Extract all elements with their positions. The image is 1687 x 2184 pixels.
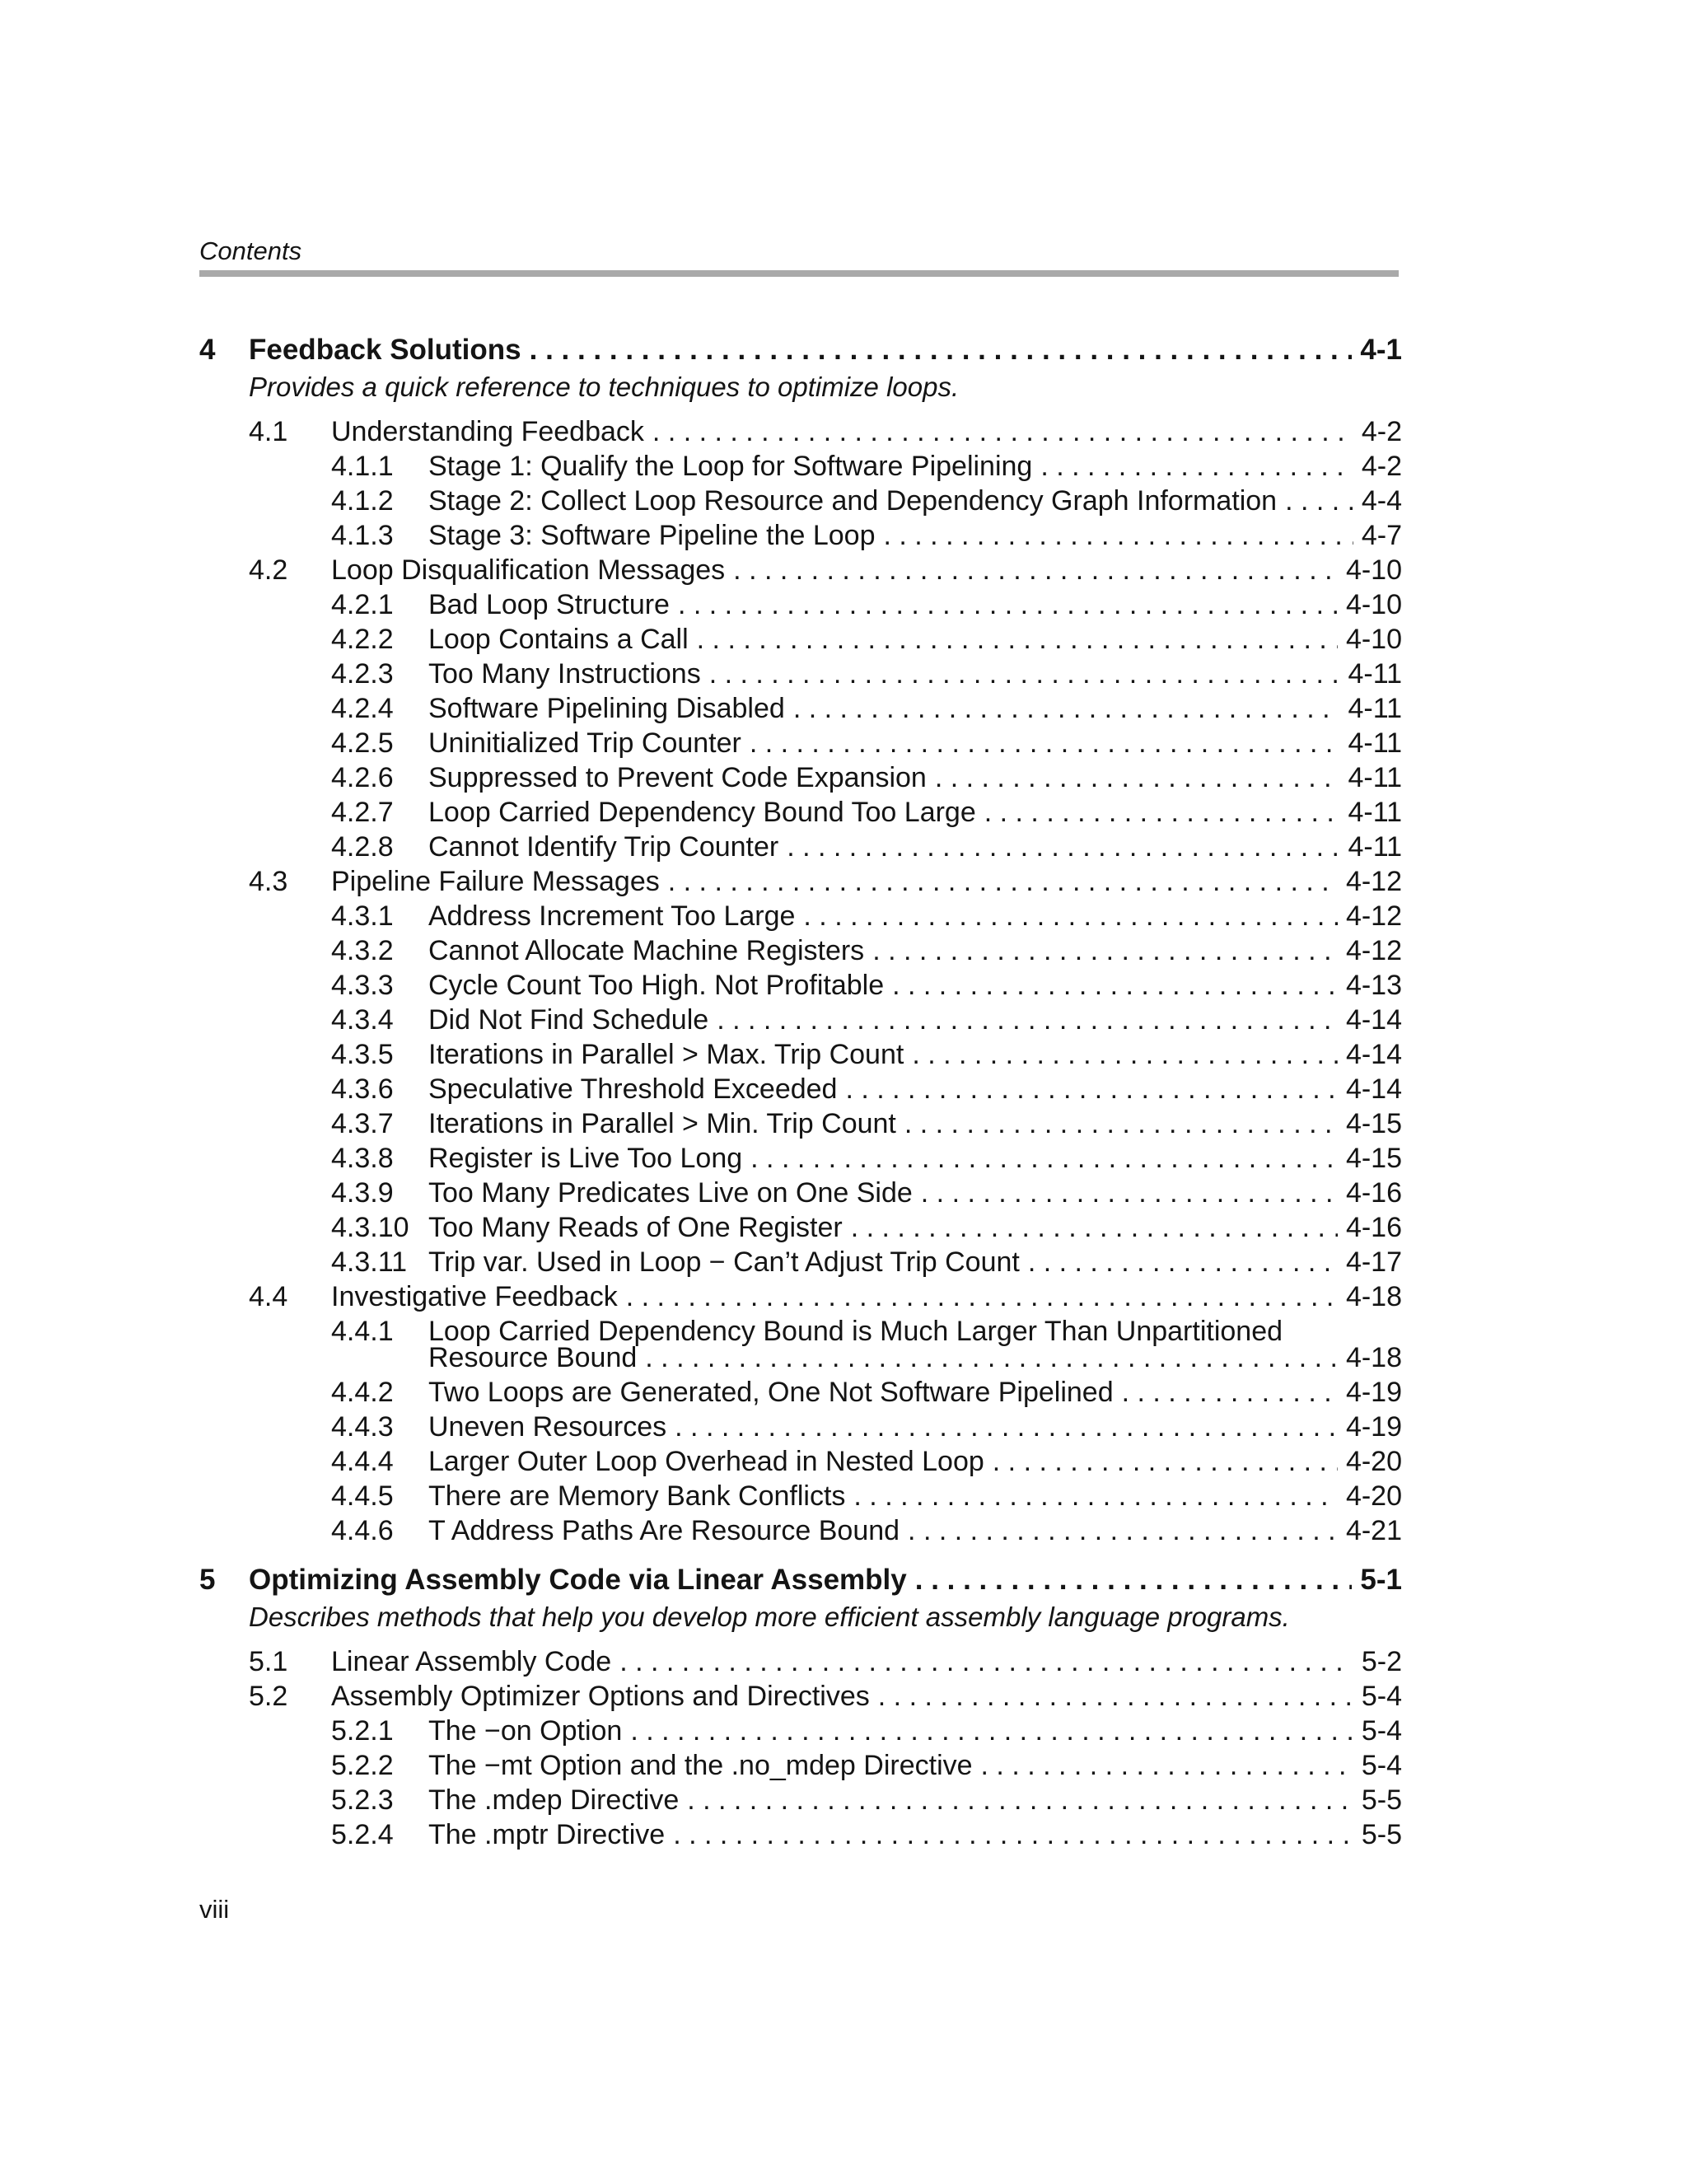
entry-page: 4-12: [1345, 866, 1402, 897]
entry-number: 4.3.8: [331, 1143, 394, 1174]
entry-number: 4.3.10: [331, 1212, 409, 1243]
dot-leader: [793, 693, 1340, 725]
entry-page: 4-16: [1345, 1212, 1402, 1243]
entry-title: Address Increment Too Large: [428, 900, 796, 932]
dot-leader: [717, 1004, 1338, 1036]
entry-title: There are Memory Bank Conflicts: [428, 1480, 846, 1512]
entry-title: Iterations in Parallel > Min. Trip Count: [428, 1108, 896, 1139]
entry-title: The .mptr Directive: [428, 1819, 666, 1850]
subsection-entry[interactable]: [199, 1819, 1402, 1851]
entry-title: Trip var. Used in Loop − Can’t Adjust Trip Count: [428, 1246, 1020, 1278]
dot-leader: [530, 334, 1353, 367]
subsection-entry[interactable]: [199, 624, 1402, 656]
chapter-number: 5: [199, 1564, 216, 1596]
entry-title: Bad Loop Structure: [428, 589, 670, 620]
dot-leader: [619, 1646, 1353, 1678]
entry-page: 4-19: [1345, 1377, 1402, 1408]
entry-page: 4-2: [1361, 451, 1402, 482]
page-number: viii: [199, 1895, 230, 1924]
chapter-title: Optimizing Assembly Code via Linear Assembly: [249, 1564, 907, 1596]
dot-leader: [915, 1564, 1353, 1597]
entry-page: 4-10: [1345, 624, 1402, 655]
entry-page: 4-11: [1348, 831, 1402, 863]
dot-leader: [668, 866, 1338, 898]
entry-title: Stage 2: Collect Loop Resource and Dependency Graph Information: [428, 485, 1278, 517]
entry-title: Understanding Feedback: [331, 416, 644, 447]
dot-leader: [935, 762, 1340, 794]
entry-page: 4-2: [1361, 416, 1402, 447]
entry-page: 4-20: [1345, 1446, 1402, 1477]
subsection-entry[interactable]: [199, 520, 1402, 552]
entry-number: 4.1.1: [331, 451, 394, 482]
entry-title: Cycle Count Too High. Not Profitable: [428, 970, 885, 1001]
subsection-entry[interactable]: [199, 1377, 1402, 1409]
dot-leader: [1040, 451, 1353, 483]
entry-title: Software Pipelining Disabled: [428, 693, 785, 724]
running-header: Contents: [199, 236, 302, 265]
subsection-entry[interactable]: [199, 900, 1402, 933]
entry-number: 4.3.2: [331, 935, 394, 966]
dot-leader: [750, 727, 1340, 760]
entry-title: The .mdep Directive: [428, 1784, 680, 1816]
entry-title: Stage 3: Software Pipeline the Loop: [428, 520, 876, 551]
entry-number: 4.3.4: [331, 1004, 394, 1036]
entry-page: 4-11: [1348, 797, 1402, 828]
entry-page: 5-5: [1361, 1784, 1402, 1816]
subsection-entry[interactable]: [199, 451, 1402, 483]
entry-number: 5.2.3: [331, 1784, 394, 1816]
dot-leader: [912, 1039, 1338, 1071]
entry-number: 5.2: [249, 1681, 288, 1712]
entry-continuation[interactable]: [428, 1342, 1402, 1374]
subsection-entry[interactable]: [199, 1039, 1402, 1071]
entry-number: 4.1: [249, 416, 288, 447]
entry-title: Investigative Feedback: [331, 1281, 618, 1312]
entry-number: 5.2.4: [331, 1819, 394, 1850]
entry-number: 4.4.6: [331, 1515, 394, 1546]
entry-page: 4-11: [1348, 762, 1402, 793]
entry-number: 4.4.5: [331, 1480, 394, 1512]
entry-title: Cannot Allocate Machine Registers: [428, 935, 865, 966]
header-rule: [199, 270, 1399, 277]
chapter-entry[interactable]: [199, 1564, 1402, 1597]
entry-page: 4-18: [1345, 1281, 1402, 1312]
entry-title: Suppressed to Prevent Code Expansion: [428, 762, 927, 793]
entry-page: 4-12: [1345, 900, 1402, 932]
dot-leader: [872, 935, 1338, 967]
dot-leader: [733, 554, 1338, 587]
dot-leader: [652, 416, 1353, 448]
dot-leader: [908, 1515, 1338, 1547]
entry-title: Larger Outer Loop Overhead in Nested Loop: [428, 1446, 984, 1477]
subsection-entry[interactable]: [199, 762, 1402, 794]
subsection-entry[interactable]: [199, 658, 1402, 690]
dot-leader: [845, 1073, 1337, 1106]
entry-number: 4.3.6: [331, 1073, 394, 1105]
subsection-entry[interactable]: [199, 1004, 1402, 1036]
entry-page: 4-16: [1345, 1177, 1402, 1209]
chapter-page: 5-1: [1360, 1564, 1402, 1596]
entry-page: 4-19: [1345, 1411, 1402, 1443]
entry-page: 4-12: [1345, 935, 1402, 966]
dot-leader: [787, 831, 1339, 863]
entry-page: 4-11: [1348, 693, 1402, 724]
entry-number: 5.2.1: [331, 1715, 394, 1747]
entry-title: Linear Assembly Code: [331, 1646, 612, 1677]
entry-title: Uninitialized Trip Counter: [428, 727, 741, 759]
entry-title: Uneven Resources: [428, 1411, 667, 1443]
dot-leader: [697, 624, 1338, 656]
entry-title: The −mt Option and the .no_mdep Directive: [428, 1750, 973, 1781]
dot-leader: [1028, 1246, 1338, 1279]
subsection-entry[interactable]: [199, 1480, 1402, 1513]
subsection-entry[interactable]: [199, 1143, 1402, 1175]
subsection-entry[interactable]: [199, 727, 1402, 760]
entry-page: 4-10: [1345, 589, 1402, 620]
entry-number: 4.3.11: [331, 1246, 408, 1278]
subsection-entry[interactable]: [199, 589, 1402, 621]
section-entry[interactable]: [199, 554, 1402, 587]
subsection-entry[interactable]: [199, 935, 1402, 967]
subsection-entry[interactable]: [199, 693, 1402, 725]
dot-leader: [1122, 1377, 1338, 1409]
entry-page: 4-14: [1345, 1073, 1402, 1105]
entry-page: 4-20: [1345, 1480, 1402, 1512]
entry-page: 4-14: [1345, 1039, 1402, 1070]
dot-leader: [921, 1177, 1338, 1209]
entry-title: Too Many Instructions: [428, 658, 701, 690]
dot-leader: [981, 1750, 1353, 1782]
entry-number: 4.1.3: [331, 520, 394, 551]
dot-leader: [709, 658, 1340, 690]
dot-leader: [853, 1480, 1338, 1513]
entry-page: 4-7: [1361, 520, 1402, 551]
entry-number: 4.4: [249, 1281, 288, 1312]
dot-leader: [892, 970, 1338, 1002]
chapter-entry[interactable]: [199, 334, 1402, 367]
entry-page: 4-17: [1345, 1246, 1402, 1278]
dot-leader: [678, 589, 1338, 621]
entry-number: 4.2.1: [331, 589, 394, 620]
dot-leader: [673, 1819, 1353, 1851]
entry-number: 4.3.1: [331, 900, 394, 932]
entry-title: Speculative Threshold Exceeded: [428, 1073, 838, 1105]
entry-number: 4.2.7: [331, 797, 394, 828]
dot-leader: [878, 1681, 1353, 1713]
entry-number: 4.4.1: [331, 1316, 394, 1347]
entry-number: 4.3.3: [331, 970, 394, 1001]
dot-leader: [645, 1342, 1338, 1374]
entry-number: 4.4.4: [331, 1446, 394, 1477]
entry-page: 4-11: [1348, 727, 1402, 759]
entry-title: Assembly Optimizer Options and Directives: [331, 1681, 870, 1712]
entry-page: 4-10: [1345, 554, 1402, 586]
dot-leader: [993, 1446, 1338, 1478]
subsection-entry[interactable]: [199, 485, 1402, 517]
entry-number: 4.2.4: [331, 693, 394, 724]
entry-page: 4-21: [1345, 1515, 1402, 1546]
entry-page: 4-13: [1345, 970, 1402, 1001]
entry-number: 5.1: [249, 1646, 288, 1677]
entry-page: 4-15: [1345, 1108, 1402, 1139]
dot-leader: [1285, 485, 1353, 517]
dot-leader: [750, 1143, 1338, 1175]
entry-number: 5.2.2: [331, 1750, 394, 1781]
subsection-entry[interactable]: [199, 1750, 1402, 1782]
dot-leader: [851, 1212, 1338, 1244]
dot-leader: [630, 1715, 1353, 1747]
entry-number: 4.3.9: [331, 1177, 394, 1209]
subsection-entry[interactable]: [199, 1715, 1402, 1747]
entry-number: 4.2.8: [331, 831, 394, 863]
entry-number: 4.2.6: [331, 762, 394, 793]
dot-leader: [803, 900, 1338, 933]
entry-title: Register is Live Too Long: [428, 1143, 743, 1174]
chapter-title: Feedback Solutions: [249, 334, 521, 366]
subsection-entry[interactable]: [199, 1177, 1402, 1209]
subsection-entry[interactable]: [199, 797, 1402, 829]
section-entry[interactable]: [199, 1281, 1402, 1313]
entry-number: 4.3.7: [331, 1108, 394, 1139]
subsection-entry[interactable]: [199, 831, 1402, 863]
entry-page: 4-18: [1345, 1342, 1402, 1373]
entry-title: Too Many Predicates Live on One Side: [428, 1177, 913, 1209]
entry-number: 4.2: [249, 554, 288, 586]
entry-title: Two Loops are Generated, One Not Software Pipelined: [428, 1377, 1114, 1408]
entry-page: 4-15: [1345, 1143, 1402, 1174]
entry-number: 4.2.3: [331, 658, 394, 690]
entry-title: Loop Carried Dependency Bound Too Large: [428, 797, 976, 828]
entry-title: T Address Paths Are Resource Bound: [428, 1515, 900, 1546]
section-entry[interactable]: [199, 866, 1402, 898]
entry-title: Cannot Identify Trip Counter: [428, 831, 779, 863]
section-entry[interactable]: [199, 416, 1402, 448]
dot-leader: [687, 1784, 1353, 1817]
dot-leader: [904, 1108, 1338, 1140]
entry-page: 5-2: [1361, 1646, 1402, 1677]
entry-number: 4.3.5: [331, 1039, 394, 1070]
entry-title: Loop Contains a Call: [428, 624, 689, 655]
chapter-description: Provides a quick reference to techniques to optimize loops.: [249, 372, 960, 402]
chapter-page: 4-1: [1360, 334, 1402, 366]
subsection-entry[interactable]: [199, 1446, 1402, 1478]
entry-title-continuation: Resource Bound: [428, 1342, 638, 1373]
entry-page: 5-4: [1361, 1681, 1402, 1712]
dot-leader: [626, 1281, 1338, 1313]
entry-page: 5-4: [1361, 1715, 1402, 1747]
entry-page: 5-4: [1361, 1750, 1402, 1781]
subsection-entry[interactable]: [199, 1212, 1402, 1244]
subsection-entry[interactable]: [199, 1073, 1402, 1106]
entry-title: Did Not Find Schedule: [428, 1004, 709, 1036]
dot-leader: [675, 1411, 1338, 1443]
entry-number: 4.2.5: [331, 727, 394, 759]
entry-title: Loop Disqualification Messages: [331, 554, 726, 586]
subsection-entry[interactable]: [199, 970, 1402, 1002]
entry-title: The −on Option: [428, 1715, 623, 1747]
entry-title: Pipeline Failure Messages: [331, 866, 660, 897]
entry-number: 4.3: [249, 866, 288, 897]
entry-page: 4-4: [1361, 485, 1402, 517]
dot-leader: [984, 797, 1340, 829]
dot-leader: [884, 520, 1353, 552]
entry-title: Loop Carried Dependency Bound is Much Larger Than Unpartitioned: [428, 1316, 1283, 1347]
entry-number: 4.4.2: [331, 1377, 394, 1408]
entry-number: 4.1.2: [331, 485, 394, 517]
section-entry[interactable]: [199, 1681, 1402, 1713]
subsection-entry[interactable]: [199, 1515, 1402, 1547]
entry-title: Iterations in Parallel > Max. Trip Count: [428, 1039, 904, 1070]
entry-title: Too Many Reads of One Register: [428, 1212, 843, 1243]
subsection-entry[interactable]: [199, 1411, 1402, 1443]
entry-page: 4-11: [1348, 658, 1402, 690]
subsection-entry[interactable]: [199, 1784, 1402, 1817]
entry-number: 4.2.2: [331, 624, 394, 655]
entry-page: 4-14: [1345, 1004, 1402, 1036]
chapter-number: 4: [199, 334, 216, 366]
entry-number: 4.4.3: [331, 1411, 394, 1443]
chapter-description: Describes methods that help you develop more efficient assembly language programs.: [249, 1602, 1290, 1632]
section-entry[interactable]: [199, 1646, 1402, 1678]
subsection-entry[interactable]: [199, 1246, 1402, 1279]
entry-title: Stage 1: Qualify the Loop for Software Pipelining: [428, 451, 1033, 482]
subsection-entry[interactable]: [199, 1108, 1402, 1140]
entry-page: 5-5: [1361, 1819, 1402, 1850]
